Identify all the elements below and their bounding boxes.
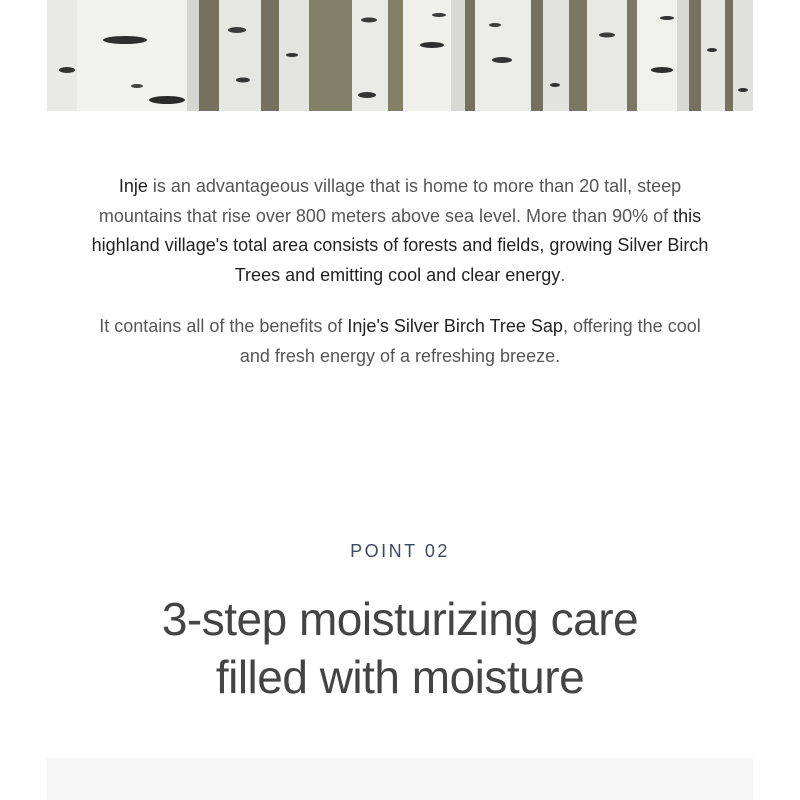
body-text: is an advantageous village that is home to more than 20 tall, steep mountains that rise over 800 meters above sea level. More than 90% of [98,176,682,226]
point-label: POINT 02 [350,541,450,561]
body-text: It contains all of the benefits of [99,316,348,336]
sap-benefits-paragraph [90,312,710,371]
village-description-paragraph [90,172,710,290]
emphasized-text: Inje's Silver Birch Tree Sap [347,316,563,336]
birch-trees-illustration [47,0,753,111]
headline-line-2: filled with moisture [215,651,585,703]
emphasized-text: Inje [118,176,148,196]
emphasized-text: this highland village's total area consists of forests and fields, growing Silver Birch Trees and emitting cool and clear energy [91,205,709,285]
body-text: , offering the cool and fresh energy of a refreshing breeze. [239,316,701,366]
headline-line-1: 3-step moisturizing care [161,593,639,645]
next-section-panel [47,758,753,800]
body-text: . [560,264,566,285]
intro-text-block [90,172,710,371]
hero-birch-forest-image [47,0,753,111]
section-headline [0,590,800,706]
